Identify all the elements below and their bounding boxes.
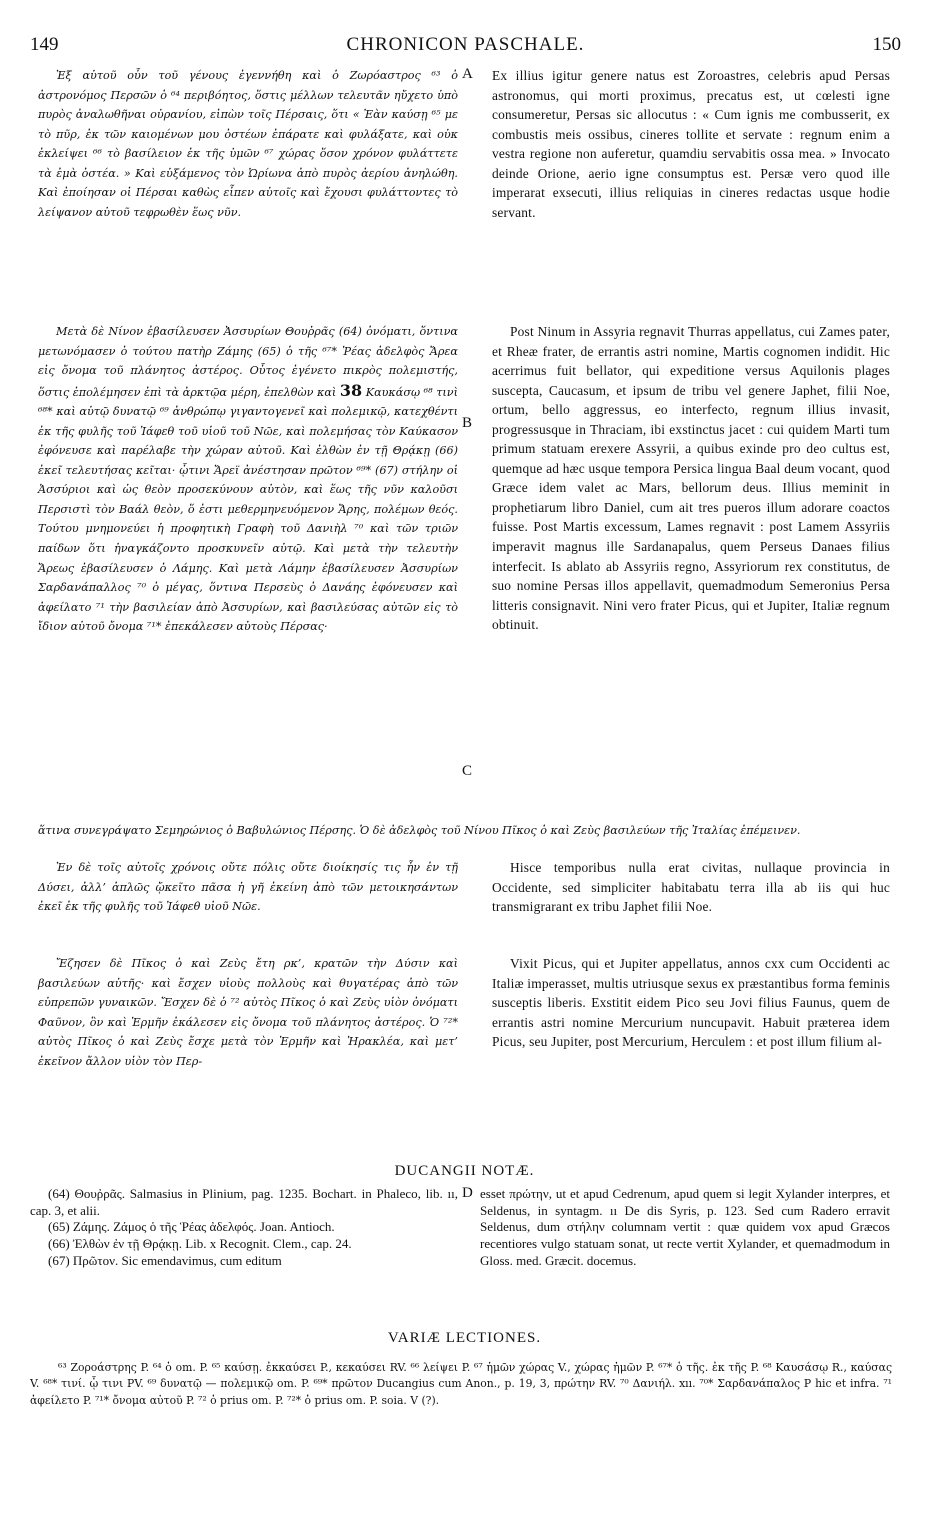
notes-right — [480, 1186, 890, 1270]
greek-spanning-line — [38, 821, 890, 841]
greek-text: Ἔζησεν δὲ Πῖκος ὁ καὶ Ζεὺς ἔτη ρκ’, κρατῶν τὴν Δύσιν καὶ βασιλεύων αὐτῆς· καὶ ἔσχεν υἱοὺς πολλοὺς καὶ θυγατέρας ἀπὸ τῶν εὐπρεπῶν γυναικῶν. Ἔσχεν δὲ ὁ ⁷² αὐτὸς Πῖκος ὁ καὶ Ζεὺς υἱὸν ὀνόματι Φαῦνον, ὃν καὶ Ἑρμῆν ἐκάλεσεν εἰς ὄνομα τοῦ πλάνητος ἀστέρος. Ὁ ⁷²* αὐτὸς Πῖκος ὁ καὶ Ζεὺς ἔσχε μετὰ τὸν Ἑρμῆν καὶ Ἡρακλέα, καὶ μετ’ ἐκεῖνον ἄλλον υἱὸν τὸν Περ- — [38, 957, 458, 1068]
page-number-left: 149 — [30, 34, 59, 55]
latin-text: Ex illius igitur genere natus est Zoroastres, celebris apud Persas astronomus, qui morti proximus, precatus est, ut cœlesti igne consumeretur, Persas sic allocutus : « Cum ignis me combusserit, ex combustis meis ossibus, cineres tollite et servate : regnum enim a vestra regione non auferetur, quamdiu servabitis ossa mea. » Invocato deinde Orione, aerio igne consumptus est. Persæ vero quod ille imperarat exsecuti, illius reliquias in cineres redactas usque hodie servant. — [492, 68, 890, 220]
note: esset πρώτην, ut et apud Cedrenum, apud quem si legit Xylander interpres, et Seldenus, in syntagm. ıı De dis Syris, p. 123. Sed cum Radero erravit Seldenus, dum στήλην columnam vertit : quæ quidem vox apud Græcos recentiores vulgo statuam sonat, ut recte vertit Xylander, et quemadmodum in Gloss. med. Græcit. docemus. — [480, 1186, 890, 1268]
greek-text — [38, 322, 458, 637]
note: (67) Πρῶτον. Sic emendavimus, cum editum — [48, 1252, 282, 1268]
notes-left — [30, 1186, 458, 1270]
notes-title: DUCANGII NOTÆ. — [394, 1163, 535, 1179]
running-header — [30, 34, 901, 58]
latin-paragraph-1 — [492, 66, 890, 222]
variae-text: ⁶³ Ζοροάστρης P. ⁶⁴ ὁ om. P. ⁶⁵ καύσῃ. ἐκκαύσει P., κεκαύσει RV. ⁶⁶ λείψει P. ⁶⁷ ἡμῶν χώρας V., χώρας ἡμῶν P. ⁶⁷* ὁ τῆς. ἐκ τῆς P. ⁶⁸ Καυσάσῳ R., καύσας V. ⁶⁸* τινί. ᾧ τινι PV. ⁶⁹ δυνατῷ — πολεμικῷ om. P. ⁶⁹* πρῶτον Ducangius cum Anon., p. 19, 3, πρώτην RV. ⁷⁰ Δανιήλ. xıı. ⁷⁰* Σαρδανάπαλος P hic et infra. ⁷¹ ἀφείλετο P. ⁷¹* ὄνομα αὐτοῦ P. ⁷² ὁ prius om. P. ⁷²* ὁ prius om. P. soia. V (?). — [30, 1361, 892, 1407]
greek-paragraph-1 — [38, 66, 458, 222]
margin-letter-b: B — [462, 415, 473, 431]
latin-paragraph-2 — [492, 322, 890, 635]
note: (65) Ζάμης. Ζάμος ὁ τῆς Ῥέας ἀδελφός. Joan. Antioch. — [48, 1219, 335, 1235]
variae-title: VARIÆ LECTIONES. — [387, 1330, 542, 1346]
page-number-right: 150 — [872, 34, 901, 55]
margin-letter-d: D — [462, 1185, 473, 1201]
greek-text: Ἐξ αὐτοῦ οὖν τοῦ γένους ἐγεννήθη καὶ ὁ Ζωρόαστρος ⁶³ ὁ ἀστρονόμος Περσῶν ὁ ⁶⁴ περιβόητος, ὅστις μέλλων τελευτᾶν ηὔχετο ὑπὸ πυρὸς ἀναλωθῆναι οὐρανίου, εἰπὼν τοῖς Πέρσαις, ὅτι « Ἐὰν καύσῃ ⁶⁵ με τὸ πῦρ, ἐκ τῶν καιομένων μου ὀστέων ἐπάρατε καὶ φυλάξατε, καὶ οὐκ ἐκλείψει ⁶⁶ τὸ βασίλειον ἐκ τῆς ὑμῶν ⁶⁷ χώρας ὅσον χρόνον φυλάττετε τὰ ἐμὰ ὀστέα. » Καὶ εὐξάμενος τὸν Ὠρίωνα ἀπὸ πυρὸς ἀερίου ἀνηλώθη. Καὶ ἐποίησαν οἱ Πέρσαι καθὼς εἶπεν αὐτοῖς καὶ ἔχουσι φυλάττοντες τὸ λείψανον αὐτοῦ τεφρωθὲν ἕως νῦν. — [38, 69, 458, 219]
latin-text: Post Ninum in Assyria regnavit Thurras appellatus, cui Zames pater, et Rheæ frater, de errantis astri nomine, Martis cognomen indidit. Hic acerrimus fuit bellator, qui expeditione versus Aquilonis plages suscepta, Caucasum, et ipsum de tribu vel genere Japhet, filii Noe, ortum, bello aggressus, eo interfecto, regnum illius invasit, progressusque in Thraciam, ibi exstinctus jacet : cui quidem Marti tum primum statuam erexere Assyrii, a quibus exinde pro deo cultus est, quemque ad hæc usque tempora Persica lingua Baal deum vocant, quod Græce idem valet ac Mars, bellorum deus. Illius meminit in prophetiarum libro Daniel, cum ait tres pueros illum adorare coactos fuisse. Post Martis excessum, Lames regnavit : post Lamem Assyriis imperavit magnus ille Sardanapalus, quem Perseus Danaes filius interfecit. Is ablato ab Assyriis regno, Assyriorum rex constitutus, de suo nomine Persas illos appellavit, quemadmodum Semeronius Persa litteris consignavit. Nini vero frater Picus, qui et Jupiter, Italiæ regnum obtinuit. — [492, 324, 890, 633]
margin-letter-c: C — [462, 763, 473, 779]
latin-paragraph-4 — [492, 954, 890, 1052]
latin-text: Vixit Picus, qui et Jupiter appellatus, annos cxx cum Occidenti ac Italiæ imperasset, multis utriusque sexus ex præstantibus forma feminis susceptis liberis. Exstitit eidem Pico seu Jovi filius Faunus, quem de errantis astri nomine Mercurium nuncupavit. Habuit præterea idem Picus, seu Jupiter, post Mercurium, Herculem : et post illum filium al- — [492, 956, 890, 1050]
greek-text-part: Μετὰ δὲ Νίνον ἐβασίλευσεν Ἀσσυρίων Θουῤρᾶς (64) ὀνόματι, ὅντινα μετωνόμασεν ὁ τούτου πατὴρ Ζάμης (65) ὁ τῆς ⁶⁷* Ῥέας ἀδελφὸς Ἄρεα εἰς ὄνομα τοῦ πλάνητος ἀστέρος. Οὗτος ἐγένετο πικρὸς πολεμιστής, ὅστις ἐπολέμησεν ἐπὶ τὰ ἀρκτῷα μέρη, ἐπελθὼν καὶ — [38, 325, 458, 399]
latin-paragraph-3 — [492, 858, 890, 917]
note: (66) Ἐλθὼν ἐν τῇ Θρᾴκῃ. Lib. x Recognit. Clem., cap. 24. — [48, 1236, 352, 1252]
greek-text: ἅτινα συνεγράψατο Σεμηρώνιος ὁ Βαβυλώνιος Πέρσης. Ὁ δὲ ἀδελφὸς τοῦ Νίνου Πῖκος ὁ καὶ Ζεὺς βασιλεύων τῆς Ἰταλίας ἐπέμεινεν. — [38, 824, 801, 837]
greek-paragraph-3 — [38, 858, 458, 917]
note: (64) Θουῤρᾶς. Salmasius in Plinium, pag. 1235. Bochart. in Phaleco, lib. ıı, cap. 3, et alii. — [30, 1186, 458, 1218]
greek-paragraph-4 — [38, 954, 458, 1071]
greek-text-part: Καυκάσῳ ⁶⁸ τινὶ ⁶⁸* καὶ αὐτῷ δυνατῷ ⁶⁹ ἀνθρώπῳ γιγαντογενεῖ καὶ πολεμικῷ, κατεχθέντι ἐκ τῆς φυλῆς τοῦ Ἰάφεθ τοῦ υἱοῦ τοῦ Νῶε, καὶ πολεμήσας τὸν Καύκασον ἐφόνευσε καὶ παρέλαβε τὴν χώραν αὐτοῦ. Καὶ ἐλθὼν ἐν τῇ Θρᾴκῃ (66) ἐκεῖ τελευτήσας κεῖται· ᾧτινι Ἄρεϊ ἀνέστησαν πρῶτον ⁶⁹* (67) στήλην οἱ Ἀσσύριοι καὶ ὡς θεὸν προσεκύνουν αὐτὸν, καὶ ἕως τῆς νῦν καλοῦσι Περσιστὶ τὸν Βαάλ θεὸν, ὅ ἐστι μεθερμηνευόμενον Ἄρης, πολέμων θεός. Τούτου μνημονεύει ἡ προφητικὴ Γραφὴ τοῦ Δανιὴλ ⁷⁰ καὶ τῶν τριῶν παίδων ὅτι ἠναγκάζοντο προσκυνεῖν αὐτῷ. Καὶ μετὰ τὴν τελευτὴν Ἄρεως ἐβασίλευσεν ὁ Λάμης. Καὶ μετὰ Λάμην ἐβασίλευσεν Ἀσσυρίων Σαρδανάπαλλος ⁷⁰ ὁ μέγας, ὅντινα Περσεὺς ὁ Δανάης ἐφόνευσεν καὶ ἀφείλατο ⁷¹ τὴν βασιλείαν ἀπὸ Ἀσσυρίων, καὶ βασιλεύσας αὐτῶν εἰς τὸ ἴδιον αὐτοῦ ὄνομα ⁷¹* ἐπεκάλεσεν αὐτοὺς Πέρσας· — [38, 385, 458, 634]
latin-text: Hisce temporibus nulla erat civitas, nullaque provincia in Occidente, sed simpliciter habitabatu terra illa ab iis qui huc transmigrarant ex tribu Japhet filii Noe. — [492, 860, 890, 915]
variae-lectiones — [30, 1360, 892, 1409]
marginal-number: 38 — [339, 380, 363, 400]
greek-paragraph-2 — [38, 322, 458, 637]
margin-letter-a: A — [462, 66, 473, 82]
running-title: CHRONICON PASCHALE. — [346, 34, 585, 55]
greek-text: Ἐν δὲ τοῖς αὐτοῖς χρόνοις οὔτε πόλις οὔτε διοίκησίς τις ἦν ἐν τῇ Δύσει, ἀλλ’ ἁπλῶς ᾤκεῖτο πᾶσα ἡ γῆ ἐκείνη ἀπὸ τῶν μετοικησάντων ἐκεῖ ἐκ τῆς φυλῆς τοῦ Ἰάφεθ υἱοῦ Νῶε. — [38, 861, 458, 914]
